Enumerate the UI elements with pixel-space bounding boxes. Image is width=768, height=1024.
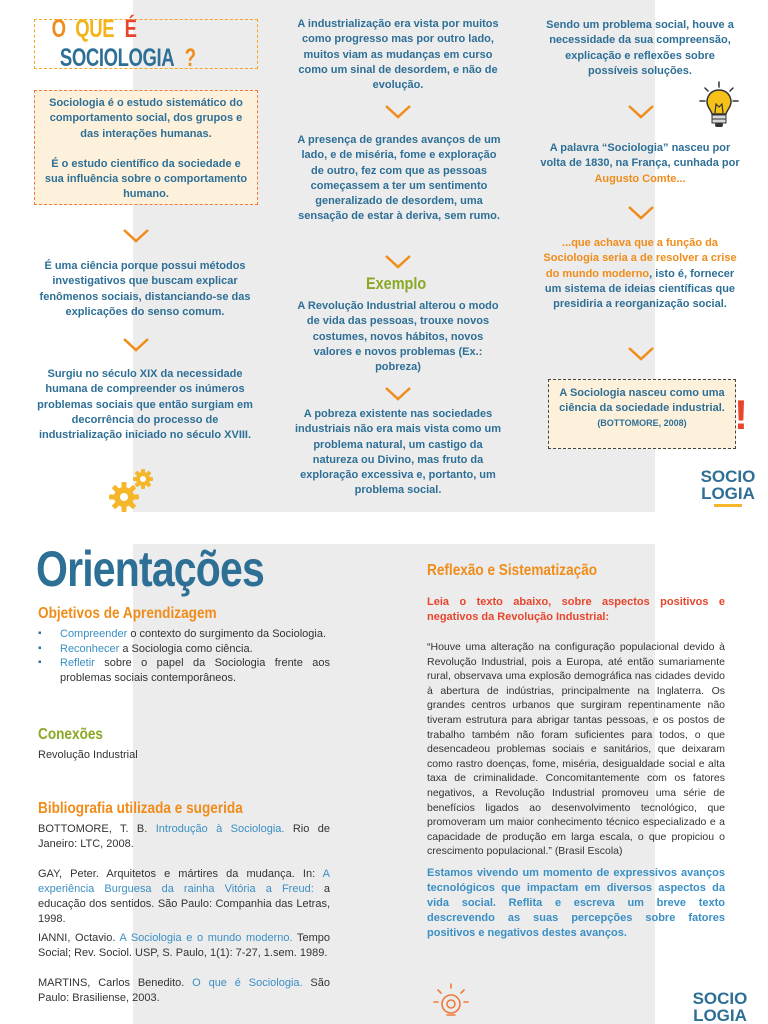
- connections-text: Revolução Industrial: [38, 749, 138, 761]
- science-text: É uma ciência porque possui métodos investigativos que buscam explicar fenômenos sociais, distanciando-se das explicações do senso comum.: [39, 260, 251, 318]
- comte-function-text: [540, 236, 740, 312]
- progress-misery-text: A presença de grandes avanços de um lado, e de miséria, fome e exploração de outro, fez com que as pessoas começassem a ter um sentimento generalizado de desordem, uma sensação de estar à deriva, sem rumo.: [297, 134, 501, 223]
- bibliography-heading: Bibliografia utilizada e sugerida: [38, 800, 243, 817]
- social-problem-text: Sendo um problema social, houve a necessidade da sua compreensão, explicação e reflexões sobre possíveis soluções.: [546, 19, 734, 77]
- title-que: QUE: [75, 15, 115, 43]
- chevron-down-icon: [627, 104, 655, 120]
- exclamation-icon: !: [734, 391, 748, 438]
- objective-item: ▪ Refletir sobre o papel da Sociologia frente aos problemas sociais contemporâneos.: [38, 656, 330, 685]
- word-origin-text: [540, 141, 740, 187]
- chevron-down-icon: [627, 205, 655, 221]
- page-title: [34, 15, 258, 72]
- objectives-list: [38, 627, 330, 685]
- title-sociologia: SOCIOLOGIA: [59, 44, 175, 72]
- chevron-down-icon: [384, 254, 412, 270]
- comte-function-a: ...que achava que a função da Sociologia seria a de resolver a crise do mundo moderno: [543, 237, 737, 280]
- reflection-task: Estamos vivendo um momento de expressivos avanços tecnológicos que impactam em diversos aspectos da vida social. Reflita e escreva um breve texto descrevendo as suas percepções sobre fatores positivos e negativos destes avanços.: [427, 867, 725, 939]
- orientations-heading: Orientações: [36, 541, 264, 597]
- bib-entry: GAY, Peter. Arquitetos e mártires da mudança. In: A experiência Burguesa da rainha Vitória a Freud: a educação dos sentidos. São Paulo: Companhia das Letras, 1998.: [38, 868, 330, 925]
- poverty-text: A pobreza existente nas sociedades industriais não era mais vista como um problema natural, um castigo da natureza ou Divino, mas fruto da exploração excessiva e, portanto, um problema social.: [294, 408, 501, 497]
- conclusion-ref: (BOTTOMORE, 2008): [597, 417, 687, 428]
- chevron-down-icon: [384, 104, 412, 120]
- industrialization-text: A industrialização era vista por muitos como progresso mas por outro lado, muitos viam as mudanças em curso como um sinal de desordem, e não de evolução.: [297, 18, 499, 92]
- logo-line-1: SOCIO: [700, 467, 756, 486]
- word-origin-a: A palavra “Sociologia” nasceu por volta de 1830, na França, cunhada por: [540, 142, 740, 170]
- reflection-quote: “Houve uma alteração na configuração populacional devido à Revolução Industrial, pois a Europa, até então sumariamente rural, observava uma explosão demográfica nas cidades devido à abertura de indústrias, principalmente na Inglaterra. Os grandes centros urbanos que surgiram repentinamente não tiveram estrutura para abrigar tantas pessoas, e os postos de trabalho também não foram suficientes para todos, o que desencadeou problemas sociais e sanitários, que deixaram como rastro doenças, fome, miséria, desigualdade social e alta taxa de criminalidade. Concomitantemente com os fatores negativos, a Revolução Industrial promoveu uma série de benefícios ligados ao desenvolvimento tecnológico, que promoveram um maior conhecimento técnico especializado e a capacidade de produção em larga escala, o que propiciou o crescimento populacional.” (Brasil Escola): [427, 641, 725, 858]
- chevron-down-icon: [122, 228, 150, 244]
- reflection-instruction: Leia o texto abaixo, sobre aspectos positivos e negativos da Revolução Industrial:: [427, 596, 725, 623]
- logo-icon: [690, 990, 750, 1024]
- title-o: O: [51, 15, 66, 43]
- bib-entry: IANNI, Octavio. A Sociologia e o mundo moderno. Tempo Social; Rev. Sociol. USP, S. Paulo, 1(1): 7-27, 1.sem. 1989.: [38, 932, 331, 959]
- logo-line-2: LOGIA: [693, 1006, 747, 1024]
- chevron-down-icon: [627, 346, 655, 362]
- title-e: É: [124, 15, 137, 43]
- origin-text: Surgiu no século XIX da necessidade humana de compreender os inúmeros problemas sociais que então surgiam em decorrência do processo de industrialização iniciado no século XVIII.: [37, 368, 253, 442]
- logo-line-2: LOGIA: [701, 484, 755, 503]
- chevron-down-icon: [122, 337, 150, 353]
- bib-entry: BOTTOMORE, T. B. Introdução à Sociologia. Rio de Janeiro: LTC, 2008.: [38, 823, 331, 850]
- logo-icon: [700, 468, 756, 507]
- logo-line-1: SOCIO: [692, 989, 748, 1008]
- bib-entry: MARTINS, Carlos Benedito. O que é Sociologia. São Paulo: Brasiliense, 2003.: [38, 977, 330, 1004]
- title-question-mark: ?: [184, 44, 196, 72]
- definition-box: [34, 90, 258, 205]
- conclusion-box: [548, 379, 736, 449]
- definition-2: É o estudo científico da sociedade e sua influência sobre o comportamento humano.: [44, 157, 248, 201]
- comte-name: Augusto Comte...: [594, 172, 686, 185]
- objective-item: ▪ Reconhecer a Sociologia como ciência.: [38, 642, 330, 657]
- objectives-heading: Objetivos de Aprendizagem: [38, 605, 217, 622]
- conclusion-text: A Sociologia nasceu como uma ciência da sociedade industrial.: [559, 387, 725, 415]
- reflection-heading: Reflexão e Sistematização: [427, 562, 598, 579]
- chevron-down-icon: [384, 386, 412, 402]
- gear-icon: [106, 465, 158, 517]
- lightbulb-icon: [697, 80, 741, 130]
- connections-heading: Conexões: [38, 726, 103, 743]
- comte-function-b: , isto é, fornecer um sistema de ideias científicas que presidiria a reorganização social.: [544, 267, 736, 311]
- example-heading: Exemplo: [366, 274, 427, 293]
- idea-gear-icon: [432, 982, 470, 1022]
- revolution-text: A Revolução Industrial alterou o modo de vida das pessoas, trouxe novos costumes, novos hábitos, novos valores e novos problemas (Ex.: pobreza): [297, 300, 499, 374]
- definition-1: Sociologia é o estudo sistemático do comportamento social, dos grupos e das interações humanas.: [49, 97, 243, 140]
- objective-item: ▪ Compreender o contexto do surgimento da Sociologia.: [38, 627, 330, 642]
